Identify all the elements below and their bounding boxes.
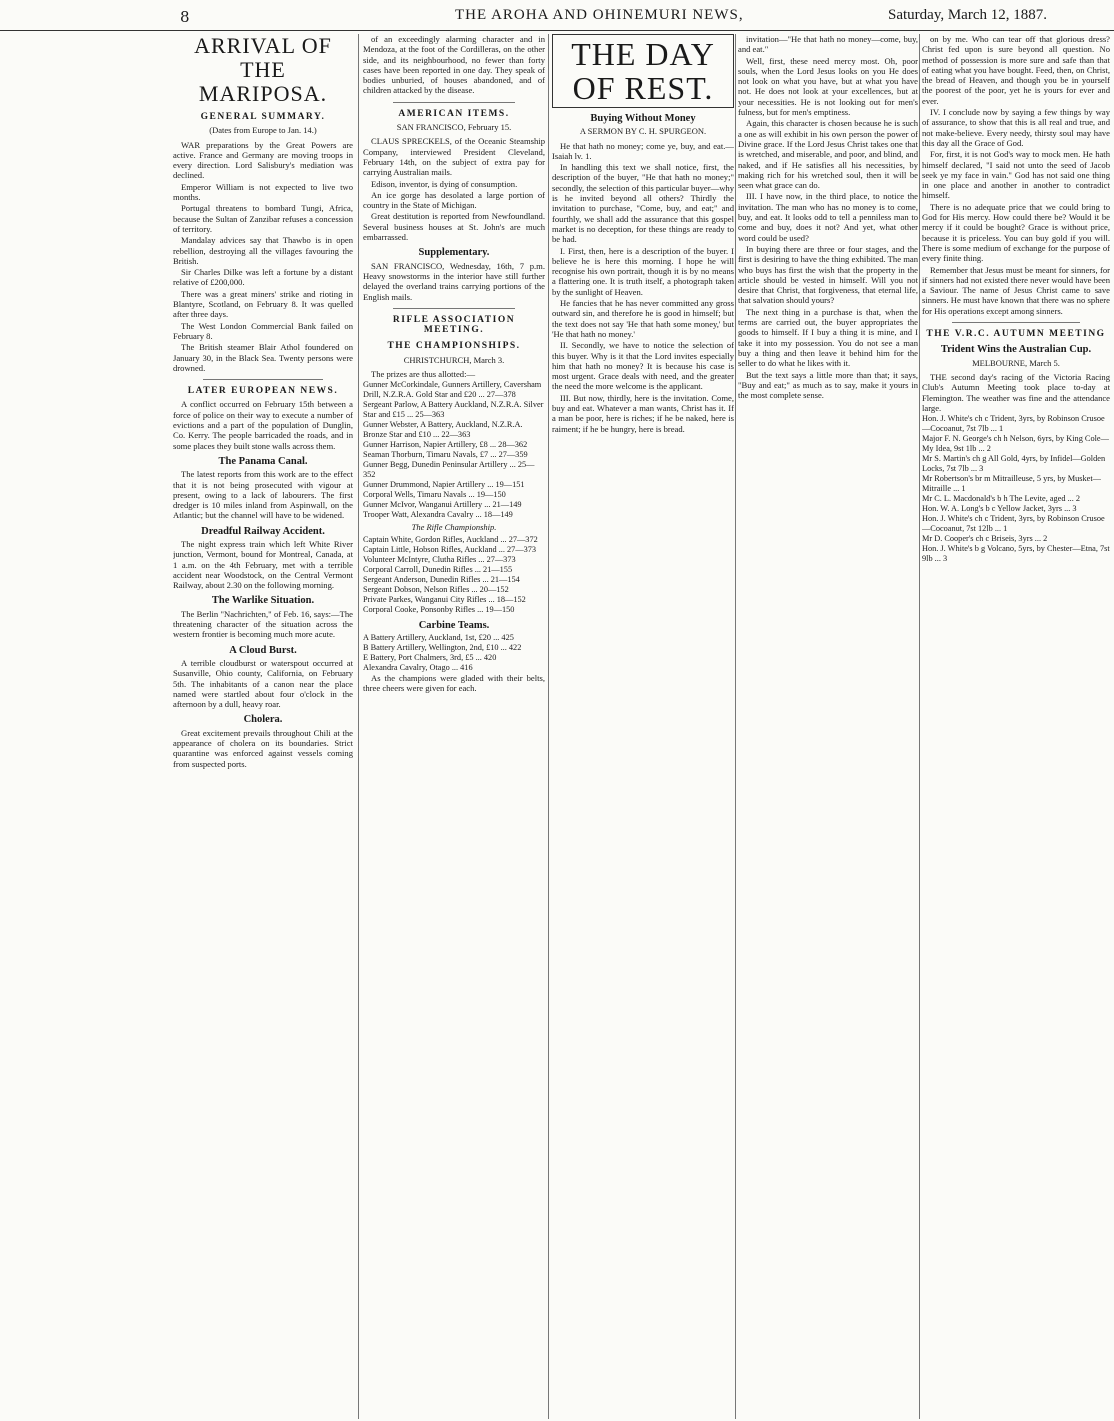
results-list (363, 633, 545, 673)
paragraph: on by me. Who can tear off that glorious dress? Christ fed upon is sure beyond all question. No method of possession is more sure and safe than that of eating what you have bought. Feed, then, on Christ, the bread of Heaven, and though you be in yourself the poorest of the poor, yet he is yours for ever and ever. (922, 34, 1110, 106)
column-2 (363, 34, 545, 1419)
list-item: Mr Robertson's br m Mitrailleuse, 5 yrs, by Musket—Mitraille ... 1 (922, 474, 1101, 494)
list-item: A Battery Artillery, Auckland, 1st, £20 ... 425 (363, 632, 514, 642)
paragraph: Mandalay advices say that Thawbo is in open rebellion, destroying all the villages favouring the British. (173, 235, 353, 266)
list-item: Major F. N. George's ch h Nelson, 6yrs, by King Cole—My Idea, 9st 1lb ... 2 (922, 434, 1109, 454)
paragraph: III. I have now, in the third place, to notice the invitation. The man who has no money is to come, buy, and eat. It looks odd to tell a penniless man to come and buy, does it not? And yet, what other word could be used? (738, 191, 918, 243)
list-item: Sergeant Dobson, Nelson Rifles ... 20—152 (363, 584, 509, 594)
list-item: Gunner Webster, A Battery, Auckland, N.Z.R.A. Bronze Star and £10 ... 22—363 (363, 420, 523, 440)
section-heading: The Rifle Championship. (411, 522, 497, 533)
masthead (0, 0, 1114, 31)
paragraph: II. Secondly, we have to notice the selection of this buyer. Why is it that the Lord invites especially him that hath no money? It is because his case is most urgent. Grace deals with need, and the greater the need the more welcome is the applicant. (552, 340, 734, 392)
paragraph: The night express train which left White River junction, Vermont, bound for Montreal, Canada, at 1 a.m. on the 4th February, met with a terrible accident near Woodstock, on the Central Vermont Railway, about 2.30 on the following morning. (173, 538, 353, 591)
article-headline: THE DAY OF REST. (552, 34, 734, 108)
paragraph: But the text says a little more than that; it says, "Buy and eat;" as much as to say, make it yours in the most complete sense. (738, 369, 918, 401)
paragraph: An ice gorge has desolated a large portion of country in the State of Michigan. (363, 189, 545, 211)
section-heading: THE V.R.C. AUTUMN MEETING (926, 329, 1106, 340)
paragraph: THE second day's racing of the Victoria Racing Club's Autumn Meeting took place to-day at Flemington. The weather was fine and the attendance large. (922, 371, 1110, 413)
column-1 (173, 34, 353, 1419)
dateline: (Dates from Europe to Jan. 14.) (209, 125, 317, 136)
list-item: Gunner McCorkindale, Gunners Artillery, Caversham Drill, N.Z.R.A. Gold Star and £20 ... 27—378 (363, 380, 542, 400)
list-item: Mr C. L. Macdonald's b h The Levite, aged ... 2 (922, 494, 1081, 504)
list-item: Gunner Begg, Dunedin Peninsular Artillery ... 25—352 (363, 460, 535, 480)
paragraph: The prizes are thus allotted:— (371, 369, 476, 380)
section-heading: Supplementary. (418, 247, 490, 259)
paragraph: There was a great miners' strike and rioting in Blantyre, Scotland, on February 8. It was quelled after three days. (173, 288, 353, 320)
section-heading: The Warlike Situation. (211, 595, 315, 607)
paragraph: SAN FRANCISCO, Wednesday, 16th, 7 p.m. Heavy snowstorms in the interior have still further delayed the overland trains carrying portions of the English mails. (363, 260, 545, 302)
divider (203, 379, 323, 380)
column-rule (548, 34, 549, 1419)
results-list (363, 535, 545, 615)
section-heading: The Panama Canal. (218, 455, 308, 467)
paragraph: I. First, then, here is a description of the buyer. I believe he is here this morning. I hope he will recognise his own portrait, though it is by no means a flattering one. It is truth itself, a photograph taken by the sunlight of Heaven. (552, 245, 734, 297)
list-item: Hon. W. A. Long's b c Yellow Jacket, 3yrs ... 3 (922, 504, 1077, 514)
dateline: CHRISTCHURCH, March 3. (403, 354, 505, 365)
paragraph: Portugal threatens to bombard Tungi, Africa, because the Sultan of Zanzibar refuses a concession of territory. (173, 203, 353, 234)
results-list (922, 414, 1110, 564)
paragraph: There is no adequate price that we could bring to God for His mercy. How could there be? Would it be mercy if it could be bought? Grace is without price, because it is priceless. You can buy gold if you will. There is some medium of exchange for the purpose of every finite thing. (922, 201, 1110, 264)
dateline: SAN FRANCISCO, February 15. (396, 122, 512, 133)
paragraphs (363, 261, 545, 302)
paragraph: He fancies that he has never committed any gross outward sin, and therefore he is good in himself; but the text does not say 'He that hath some money,' but 'He that hath no money.' (552, 298, 734, 339)
paragraph: invitation—"He that hath no money—come, buy, and eat." (738, 34, 918, 55)
list-item: Corporal Wells, Timaru Navals ... 19—150 (363, 490, 506, 500)
paper-title: THE AROHA AND OHINEMURI NEWS, (455, 7, 744, 23)
paragraphs (173, 609, 353, 640)
list-item: Sergeant Parlow, A Battery Auckland, N.Z.R.A. Silver Star and £15 ... 25—363 (363, 400, 544, 420)
list-item: Hon. J. White's b g Volcano, 5yrs, by Chester—Etna, 7st 9lb ... 3 (922, 544, 1110, 564)
paragraph: III. But now, thirdly, here is the invitation. Come, buy and eat. Whatever a man wants, Christ has it. If a man be poor, here is riches; if he be naked, here is raiment; if he be hungry, here is bread. (552, 392, 734, 434)
paragraph: Great excitement prevails throughout Chili at the appearance of cholera on its boundaries. Strict quarantine was enforced against vessels coming from suspected ports. (173, 727, 353, 769)
paragraph: Again, this character is chosen because he is such a one as will exhibit in his own person the power of Divine grace. If the Lord Jesus Christ takes one that is wretched, and miserable, and poor, and blind, and naked, and if He satisfies all his necessities, by making rich for his wretched soul, then it will be seen what grace can do. (738, 118, 918, 191)
paragraph: CLAUS SPRECKELS, of the Oceanic Steamship Company, interviewed President Cleveland, February 14th, on the subject of extra pay for carrying Australian mails. (363, 136, 545, 178)
paragraphs (738, 34, 918, 400)
list-item: Hon. J. White's ch c Trident, 3yrs, by Robinson Crusoe—Cocoanut, 7st 12lb ... 1 (922, 514, 1105, 534)
paragraph: WAR preparations by the Great Powers are active. France and Germany are moving troops in every direction. Lord Salisbury's mediation was declined. (173, 139, 353, 181)
paragraph: IV. I conclude now by saying a few things by way of assurance, to show that this is all real and true, and not make-believe. Every needy, thirsty soul may have this day all the Grace of God. (922, 107, 1110, 148)
paragraphs (173, 140, 353, 374)
list-item: Corporal Cooke, Ponsonby Rifles ... 19—150 (363, 604, 515, 614)
column-3 (552, 34, 734, 1419)
column-5 (922, 34, 1110, 1419)
column-4 (738, 34, 918, 1419)
article-headline: ARRIVAL OF THE MARIPOSA. (194, 34, 332, 106)
section-heading: RIFLE ASSOCIATION MEETING. (392, 314, 516, 336)
divider (952, 322, 1080, 323)
paragraph: Well, first, these need mercy most. Oh, poor souls, when the Lord Jesus looks on you He does not look on what you have, but at what you have not. He does not look at your excellences, but at your necessities. He is not looking out for men's fulness, but for men's emptiness. (738, 55, 918, 118)
paragraph: The next thing in a purchase is that, when the terms are carried out, the buyer appropriates the goods to himself. If I buy a thing it is mine, and I take it into my possession. You do not see a man buy a thing and then leave it behind him for the seller to do what he likes with it. (738, 306, 918, 369)
section-heading: Cholera. (243, 714, 283, 726)
list-item: Volunteer McIntyre, Clutha Rifles ... 27—373 (363, 554, 516, 564)
paragraphs (173, 399, 353, 450)
list-item: Gunner Harrison, Napier Artillery, £8 ... 28—362 (363, 440, 528, 450)
section-heading: Trident Wins the Australian Cup. (940, 344, 1092, 356)
paragraph: Remember that Jesus must be meant for sinners, for if sinners had not existed there never would have been a Saviour. The name of Jesus Christ came to save sinners. He must have known that there was no sphere for His operations except among sinners. (922, 264, 1110, 316)
list-item: B Battery Artillery, Wellington, 2nd, £10 ... 422 (363, 642, 522, 652)
list-item: Mr D. Cooper's ch c Briseis, 3yrs ... 2 (922, 534, 1048, 544)
byline: A SERMON BY C. H. SPURGEON. (579, 126, 707, 137)
paragraph: The British steamer Blair Athol foundered on January 30, in the Black Sea. Twenty persons were drowned. (173, 342, 353, 373)
paragraphs (552, 141, 734, 434)
list-item: Seaman Thorburn, Timaru Navals, £7 ... 27—359 (363, 450, 528, 460)
paragraph: Sir Charles Dilke was left a fortune by a distant relative of £200,000. (173, 267, 353, 288)
section-heading: A Cloud Burst. (229, 644, 297, 656)
paragraphs (363, 34, 545, 96)
paragraph: The West London Commercial Bank failed on February 8. (173, 320, 353, 341)
section-heading: Buying Without Money (590, 113, 696, 124)
paragraph: He that hath no money; come ye, buy, and eat.—Isaiah lv. 1. (552, 140, 734, 161)
paragraph: A conflict occurred on February 15th between a force of police on their way to execute a number of evictions and a part of the population of Dunglin, Co. Kerry. The people barricaded the roads, and in some places they built stone walls across them. (173, 399, 353, 451)
results-list (363, 380, 545, 520)
paragraph: A terrible cloudburst or waterspout occurred at Susanville, Ohio county, California, on February 5th. The inhabitants of a canon near the place named were startled about four o'clock in the afternoon by a dull, heavy roar. (173, 657, 353, 710)
list-item: Trooper Watt, Alexandra Cavalry ... 18—149 (363, 510, 513, 520)
paragraph: of an exceedingly alarming character and in Mendoza, at the foot of the Cordilleras, on the other side, and its neighbourhood, no fewer than forty cases have been reported in one day. They speak of bodies unburied, of houses abandoned, and of children attacked by the disease. (363, 34, 545, 96)
section-heading: GENERAL SUMMARY. (200, 112, 326, 122)
column-rule (735, 34, 736, 1419)
list-item: Captain Little, Hobson Rifles, Auckland ... 27—373 (363, 544, 537, 554)
paragraphs (173, 728, 353, 769)
page-number: 8 (180, 8, 190, 26)
paragraph: In buying there are three or four stages, and the first is desiring to have the thing exhibited. The man who buys has first the wish that the property in the article should be vested in himself. Will you not desire that Christ, that forgiveness, that eternal life, that salvation should yours? (738, 243, 918, 306)
paragraphs (363, 136, 545, 242)
list-item: Gunner McIvor, Wanganui Artillery ... 21—149 (363, 500, 522, 510)
dateline: MELBOURNE, March 5. (972, 357, 1060, 368)
paragraph: For, first, it is not God's way to mock men. He hath himself declared, "I said not unto the seed of Jacob seek ye my face in vain." God has not said one thing in one place and another in another to contradict himself. (922, 149, 1110, 201)
column-rule (919, 34, 920, 1419)
paragraph: Emperor William is not expected to live two months. (173, 181, 353, 203)
list-item: Alexandra Cavalry, Otago ... 416 (363, 662, 473, 672)
paragraph: As the champions were gladed with their belts, three cheers were given for each. (363, 672, 545, 694)
paragraphs (173, 539, 353, 590)
list-item: Captain White, Gordon Rifles, Auckland ... 27—372 (363, 534, 538, 544)
section-heading: Carbine Teams. (418, 619, 490, 631)
list-item: Private Parkes, Wanganui City Rifles ... 18—152 (363, 594, 526, 604)
list-item: Sergeant Anderson, Dunedin Rifles ... 21—154 (363, 574, 520, 584)
section-heading: AMERICAN ITEMS. (398, 108, 510, 119)
section-heading: THE CHAMPIONSHIPS. (387, 341, 521, 352)
paragraphs (173, 658, 353, 709)
divider (393, 102, 515, 103)
list-item: Mr S. Martin's ch g All Gold, 4yrs, by Infidel—Golden Locks, 7st 7lb ... 3 (922, 454, 1106, 474)
section-heading: Dreadful Railway Accident. (201, 525, 325, 537)
column-rule (358, 34, 359, 1419)
paragraphs (922, 34, 1110, 316)
list-item: Corporal Carroll, Dunedin Rifles ... 21—155 (363, 564, 513, 574)
paragraph: Great destitution is reported from Newfoundland. Several business houses at St. John's are much embarrassed. (363, 211, 545, 243)
paragraphs (173, 469, 353, 520)
paragraph: In handling this text we shall notice, first, the description of the buyer, "He that hath no money;" secondly, the selection of this particular buyer—why is he invited beyond all others? Thirdly the invitation to purchase, "Come, buy, and eat;" and fourthly, we shall add the assurance that this gospel market is no deception, for these things are ready to be had. (552, 162, 734, 245)
issue-date: Saturday, March 12, 1887. (888, 7, 1047, 23)
paragraph: The latest reports from this work are to the effect that it is not being prosecuted with vigour at present, owing to a lack of labourers. The first dredger is 10 miles inland from Aspinwall, on the Atlantic; but the channel will have to be widened. (173, 469, 353, 521)
list-item: Hon. J. White's ch c Trident, 3yrs, by Robinson Crusoe—Cocoanut, 7st 7lb ... 1 (922, 414, 1105, 434)
list-item: Gunner Drummond, Napier Artillery ... 19—151 (363, 480, 525, 490)
section-heading: LATER EUROPEAN NEWS. (187, 386, 339, 397)
list-item: E Battery, Port Chalmers, 3rd, £5 ... 420 (363, 652, 497, 662)
paragraph: Edison, inventor, is dying of consumption. (371, 178, 518, 189)
divider (393, 308, 515, 309)
paragraph: The Berlin "Nachrichten," of Feb. 16, says:—The threatening character of the situation across the western frontier is becoming much more acute. (173, 608, 353, 640)
